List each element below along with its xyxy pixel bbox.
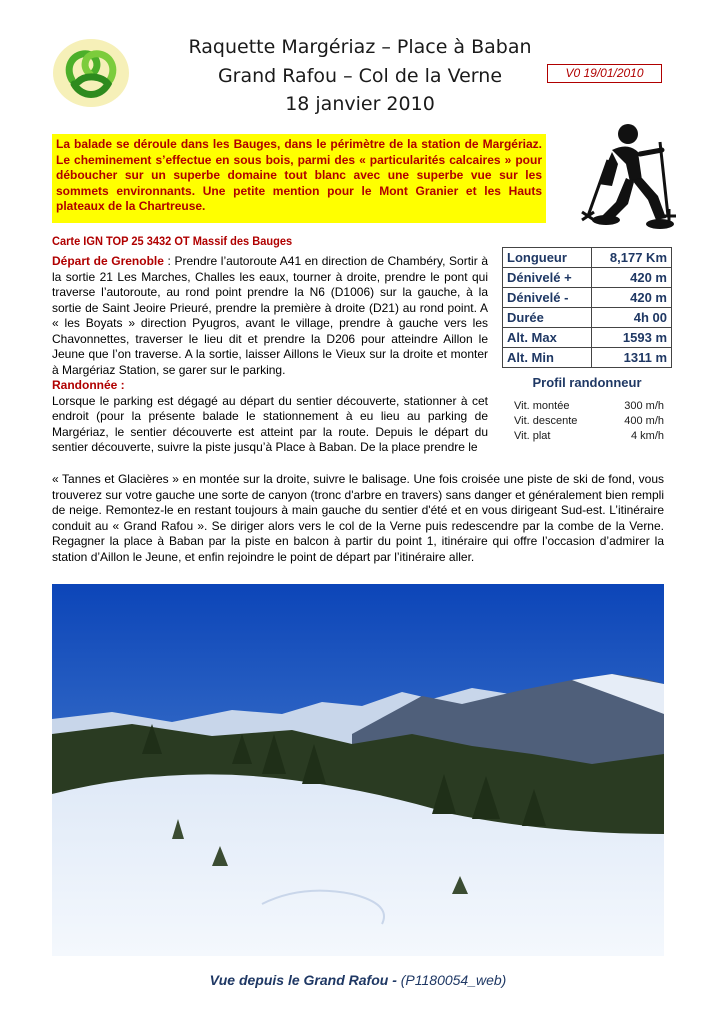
route-description	[52, 254, 488, 456]
stat-value: 4h 00	[592, 308, 672, 328]
profil-row	[514, 428, 664, 443]
stat-value: 420 m	[592, 268, 672, 288]
randonnee-label: Randonnée :	[52, 378, 125, 392]
profil-label: Vit. descente	[514, 414, 578, 427]
intro-highlight: La balade se déroule dans les Bauges, dans le périmètre de la station de Margériaz. Le cheminement s’effectue en sous bois, parmi des « particularités calcaires » pour déboucher sur un superbe domaine tout blanc avec une superbe vue sur les sommets environnants. Une petite mention pour le Mont Granier et les Hauts plateaux de la Chartreuse.	[52, 134, 546, 223]
stats-row	[503, 328, 672, 348]
randonnee-text-part2: « Tannes et Glacières » en montée sur la droite, suivre le balisage. Une fois croisée une piste de ski de fond, vous trouverez sur votre gauche une sorte de canyon (tronc d'arbre en travers) sans danger et généralement bien rempli de neige. Remontez-le en restant toujours à main gauche du sentier d'été et en vous dirigeant Sud-est. L’itinéraire conduit au « Grand Rafou ». Se diriger alors vers le col de la Verne puis redescendre par la combe de la Verne. Regagner la place à Baban par la piste en balcon à partir du point 1, itinéraire qui offre l’occasion d’admirer la station d’Aillon le Jeune, et enfin rejoindre le point de départ par l’itinéraire aller.	[52, 472, 664, 564]
stats-row	[503, 268, 672, 288]
title-line-3: 18 janvier 2010	[285, 93, 435, 115]
profil-title: Profil randonneur	[532, 375, 642, 390]
depart-text: : Prendre l’autoroute A41 en direction de Chambéry, Sortir à la sortie 21 Les Marches, Challes les eaux, tourner à droite, prendre le pont qui traverse l’autoroute, au rond point prendre la N6 (D1006) sur la gauche, à la sortie de Saint Jeoire Prieuré, prendre la première à droite (D21) au rond point. A « les Boyats » direction Pyugros, avant le village, prendre à gauche vers les Chavonnettes, traverser le lieu dit et prendre la D206 pour atteindre Aillon le Jeune que l’on traverse. A la sortie, laisser Aillons le Vieux sur la droite et monter à Margériaz Station, se garer sur le parking.	[52, 254, 488, 377]
stat-label: Dénivelé +	[503, 268, 592, 288]
caption-ref: (P1180054_web)	[400, 972, 507, 988]
profil-table	[514, 398, 664, 443]
photo-caption	[52, 972, 664, 988]
profil-value: 300 m/h	[624, 399, 664, 412]
profil-value: 400 m/h	[624, 414, 664, 427]
green-trefoil-logo-icon	[52, 38, 130, 108]
stat-label: Alt. Min	[503, 348, 592, 368]
snowshoe-hiker-icon	[572, 120, 684, 232]
caption-text: Vue depuis le Grand Rafou -	[209, 972, 401, 988]
profil-value: 4 km/h	[630, 429, 664, 442]
stat-label: Alt. Max	[503, 328, 592, 348]
stats-row	[503, 348, 672, 368]
depart-label: Départ de Grenoble	[52, 254, 164, 268]
map-reference: Carte IGN TOP 25 3432 OT Massif des Bauges	[52, 234, 293, 248]
stats-row	[503, 308, 672, 328]
profil-row	[514, 398, 664, 413]
profil-row	[514, 413, 664, 428]
stat-label: Dénivelé -	[503, 288, 592, 308]
title-line-2: Grand Rafou – Col de la Verne	[217, 65, 503, 87]
snowy-mountain-photo	[52, 584, 664, 956]
stat-value: 8,177 Km	[592, 248, 672, 268]
title-line-1: Raquette Margériaz – Place à Baban	[188, 36, 532, 58]
randonnee-text-part1: Lorsque le parking est dégagé au départ du sentier découverte, stationner à cet endroit (pour la présente balade le stationnement à eu lieu au parking de Margériaz, le sentier découverte est atteint par la route. Depuis le départ du sentier découverte, suivre la piste jusqu’à Place à Baban. De la place prendre le	[52, 393, 488, 454]
version-badge: V0 19/01/2010	[547, 64, 662, 83]
stat-label: Durée	[503, 308, 592, 328]
stats-table	[502, 247, 672, 368]
stat-label: Longueur	[503, 248, 592, 268]
stats-row	[503, 248, 672, 268]
stat-value: 420 m	[592, 288, 672, 308]
profil-label: Vit. plat	[514, 429, 551, 442]
stat-value: 1311 m	[592, 348, 672, 368]
profil-label: Vit. montée	[514, 399, 570, 412]
stat-value: 1593 m	[592, 328, 672, 348]
stats-row	[503, 288, 672, 308]
